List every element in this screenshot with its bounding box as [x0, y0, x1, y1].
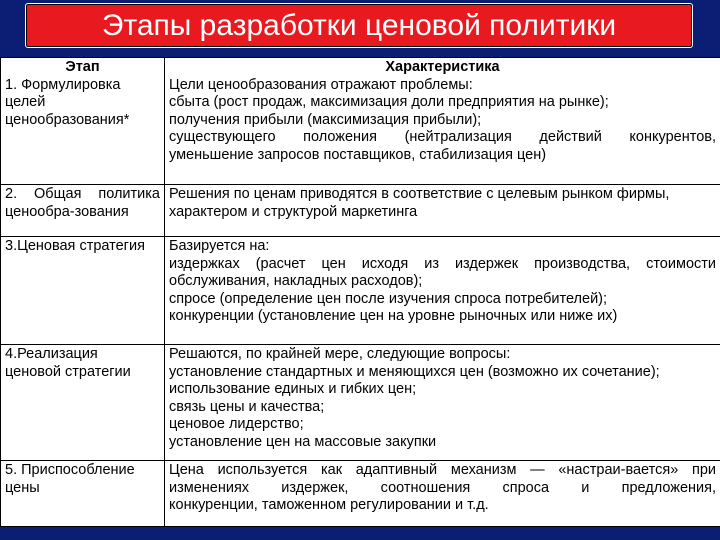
stage-cell	[1, 185, 165, 237]
characteristic-cell	[165, 461, 720, 527]
characteristic-cell	[165, 185, 720, 237]
characteristic-text: Цена используется как адаптивный механизм — «настраи-вается» при	[169, 462, 716, 478]
characteristic-text: Цели ценообразования отражают проблемы:	[169, 76, 473, 93]
table-row	[1, 237, 720, 345]
stage-column-header: Этап	[65, 59, 100, 75]
stages-table-container	[0, 57, 720, 527]
stage-text: 1. Формулировка	[5, 76, 121, 93]
characteristic-text: конкуренции, таможенном регулировании и т.д.	[169, 497, 489, 513]
characteristic-text: Решаются, по крайней мере, следующие вопросы:	[169, 346, 511, 362]
stage-text: цены	[5, 479, 40, 496]
characteristic-text: существующего положения (нейтрализация действий конкурентов,	[169, 129, 716, 145]
stage-cell	[1, 58, 165, 185]
characteristic-text: установление цен на массовые закупки	[169, 433, 437, 450]
stage-text: ценовой стратегии	[5, 363, 131, 380]
stage-text: 5. Приспособление	[5, 462, 135, 478]
characteristic-cell	[165, 58, 720, 185]
characteristic-text: использование единых и гибких цен;	[169, 381, 417, 397]
characteristic-text: характером и структурой маркетинга	[169, 203, 418, 220]
stage-cell	[1, 461, 165, 527]
slide-bottom-strip	[0, 527, 720, 540]
stage-text: 2. Общая политика	[5, 186, 160, 202]
characteristic-text: получения прибыли (максимизация прибыли);	[169, 111, 482, 128]
characteristic-text: издержках (расчет цен исходя из издержек производства, стоимости	[169, 255, 716, 272]
stage-cell	[1, 345, 165, 461]
characteristic-text: уменьшение запросов поставщиков, стабилизация цен)	[169, 146, 547, 163]
stages-table	[0, 57, 720, 527]
stage-text: 4.Реализация	[5, 346, 98, 362]
characteristic-text: обслуживания, накладных расходов);	[169, 273, 423, 289]
stage-cell	[1, 237, 165, 345]
characteristic-text: конкуренции (установление цен на уровне рыночных или ниже их)	[169, 308, 618, 324]
stage-text: ценообразования*	[5, 111, 130, 128]
stage-text: 3.Ценовая стратегия	[5, 238, 145, 254]
table-row	[1, 345, 720, 461]
characteristic-cell	[165, 237, 720, 345]
characteristic-text: сбыта (рост продаж, максимизация доли предприятия на рынке);	[169, 94, 609, 110]
table-row	[1, 58, 720, 185]
table-row	[1, 461, 720, 527]
characteristic-text: изменениях издержек, соотношения спроса и предложения,	[169, 479, 716, 496]
stage-text: ценообра-зования	[5, 203, 129, 220]
characteristic-text: связь цены и качества;	[169, 398, 325, 415]
characteristic-text: Базируется на:	[169, 238, 270, 254]
characteristic-cell	[165, 345, 720, 461]
characteristic-text: ценовое лидерство;	[169, 416, 304, 432]
stage-text: целей	[5, 94, 46, 110]
characteristic-text: установление стандартных и меняющихся цен (возможно их сочетание);	[169, 363, 660, 380]
characteristic-text: Решения по ценам приводятся в соответствие с целевым рынком фирмы,	[169, 186, 670, 202]
characteristic-column-header: Характеристика	[385, 59, 500, 75]
slide-title: Этапы разработки ценовой политики	[25, 3, 693, 48]
characteristic-text: спросе (определение цен после изучения спроса потребителей);	[169, 290, 608, 307]
table-row	[1, 185, 720, 237]
